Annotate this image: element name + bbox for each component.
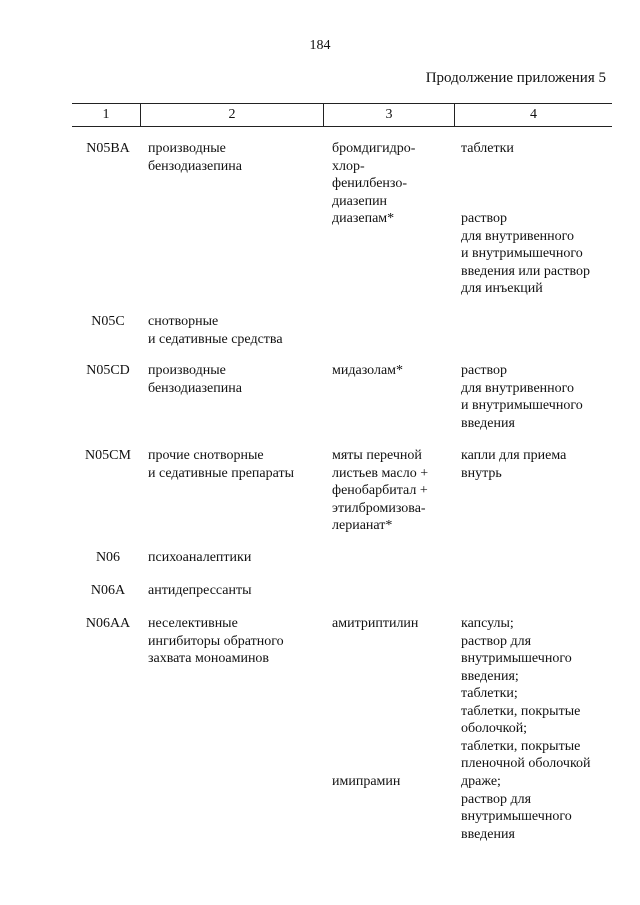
dosage-form: драже; раствор для внутримышечного введения	[461, 774, 572, 842]
drug-name: амитриптилин	[332, 616, 419, 631]
drug-name: диазепам*	[332, 211, 395, 226]
atc-code: N06AA	[85, 616, 131, 631]
atc-code: N05BA	[86, 141, 130, 156]
group-name: антидепрессанты	[148, 583, 252, 598]
column-header-4: 4	[530, 107, 537, 122]
group-name: прочие снотворные и седативные препараты	[148, 448, 295, 481]
page-number: 184	[309, 38, 331, 53]
drug-name: бромдигидро- хлор- фенилбензо- диазепин	[332, 141, 416, 209]
atc-code: N05CD	[86, 363, 130, 378]
atc-code: N06A	[90, 583, 126, 598]
drug-name: мидазолам*	[332, 363, 404, 378]
continuation-title: Продолжение приложения 5	[425, 70, 606, 86]
drug-name: мяты перечной листьев масло + фенобарбитал + этилбромизова- лерианат*	[332, 448, 429, 533]
dosage-form: капсулы; раствор для внутримышечного введения; таблетки; таблетки, покрытые оболочкой; таблетки, покрытые пленочной оболочкой	[461, 616, 591, 771]
group-name: снотворные и седативные средства	[148, 314, 283, 347]
column-header-3: 3	[324, 104, 455, 126]
group-name: производные бензодиазепина	[148, 363, 242, 396]
atc-code: N05CM	[85, 448, 131, 463]
drug-name: имипрамин	[332, 774, 401, 789]
atc-code: N06	[95, 550, 121, 565]
column-header-2: 2	[141, 104, 324, 126]
group-name: неселективные ингибиторы обратного захвата моноаминов	[148, 616, 284, 666]
atc-code: N05C	[91, 314, 125, 329]
group-name: психоаналептики	[148, 550, 252, 565]
dosage-form: таблетки	[461, 141, 514, 156]
dosage-form: капли для приема внутрь	[461, 448, 567, 481]
group-name: производные бензодиазепина	[148, 141, 242, 174]
dosage-form: раствор для внутривенного и внутримышечного введения	[461, 363, 583, 431]
dosage-form: раствор для внутривенного и внутримышечного введения или раствор для инъекций	[461, 211, 590, 296]
table-header-row	[72, 103, 612, 127]
column-header-1: 1	[72, 104, 141, 126]
